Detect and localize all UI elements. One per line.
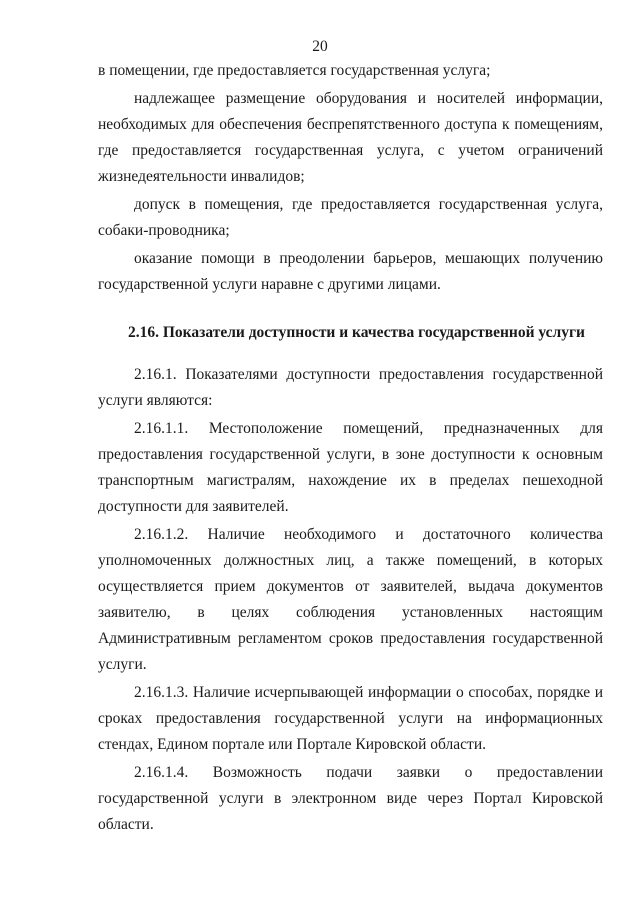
paragraph-continuation: в помещении, где предоставляется государственная услуга;	[98, 62, 491, 79]
section-heading: 2.16. Показатели доступности и качества государственной услуги	[128, 324, 585, 341]
document-body	[98, 58, 603, 838]
paragraph-barrier-assistance: оказание помощи в преодолении барьеров, мешающих получению государственной услуги наравне с другими лицами.	[98, 250, 603, 293]
paragraph-2-16-1-1: 2.16.1.1. Местоположение помещений, предназначенных для предоставления государственной услуги, в зоне доступности к основным транспортным магистралям, нахождение их в пределах пешеходной доступности для заявителей.	[98, 420, 603, 515]
paragraph-equipment-placement: надлежащее размещение оборудования и носителей информации, необходимых для обеспечения беспрепятственного доступа к помещениям, где предоставляется государственная услуга, с учетом ограничений жизнедеятельности инвалидов;	[98, 90, 603, 185]
page-number: 20	[312, 38, 328, 55]
paragraph-2-16-1-4: 2.16.1.4. Возможность подачи заявки о предоставлении государственной услуги в электронном виде через Портал Кировской области.	[98, 764, 603, 833]
paragraph-2-16-1: 2.16.1. Показателями доступности предоставления государственной услуги являются:	[98, 366, 603, 409]
paragraph-2-16-1-2: 2.16.1.2. Наличие необходимого и достаточного количества уполномоченных должностных лиц, а также помещений, в которых осуществляется прием документов от заявителей, выдача документов заявителю, в целях соблюдения установленных настоящим Административным регламентом сроков предоставления государственной услуги.	[98, 526, 603, 673]
paragraph-2-16-1-3: 2.16.1.3. Наличие исчерпывающей информации о способах, порядке и сроках предоставления государственной услуги на информационных стендах, Едином портале или Портале Кировской области.	[98, 684, 603, 753]
paragraph-guide-dog: допуск в помещения, где предоставляется государственная услуга, собаки-проводника;	[98, 196, 603, 239]
